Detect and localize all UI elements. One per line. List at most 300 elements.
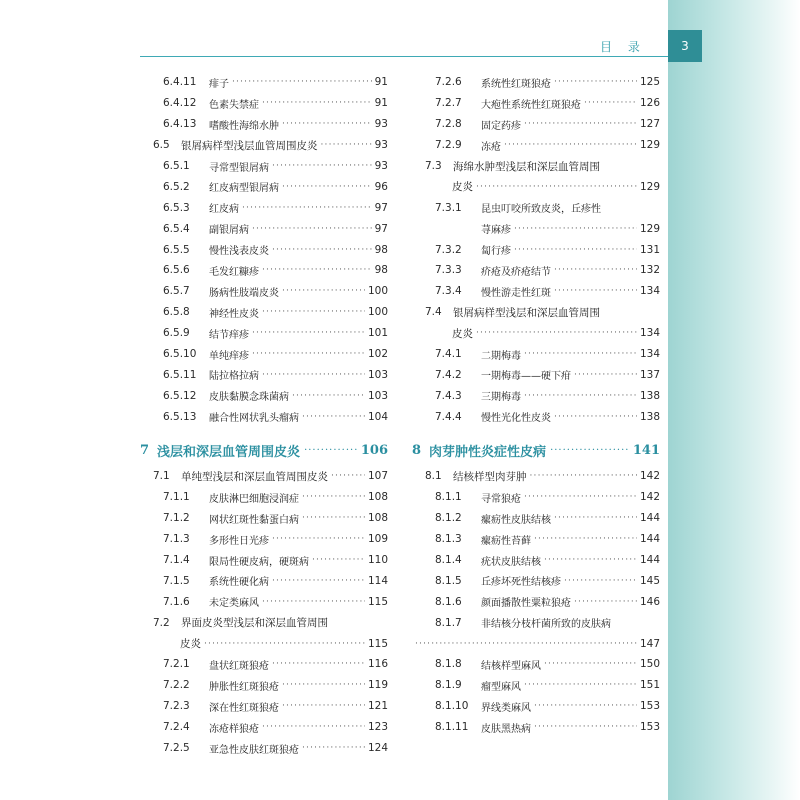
toc-entry-page: 153 bbox=[639, 721, 660, 734]
toc-entry[interactable] bbox=[412, 633, 660, 654]
toc-entry-page: 144 bbox=[639, 512, 660, 525]
toc-entry-number: 6.5.10 bbox=[163, 348, 197, 361]
toc-entry-page: 134 bbox=[639, 285, 660, 298]
leader-dots bbox=[550, 445, 629, 456]
toc-column-left-top bbox=[140, 72, 388, 427]
chapter-page: 106 bbox=[360, 442, 388, 458]
toc-entry-number: 6.5.5 bbox=[163, 243, 190, 256]
toc-entry-page: 107 bbox=[367, 470, 388, 483]
chapter-title: 肉芽肿性炎症性皮病 bbox=[429, 444, 547, 460]
toc-entry-number: 7.3 bbox=[425, 160, 442, 172]
toc-entry-number: 6.5.8 bbox=[163, 306, 190, 319]
toc-entry-number: 8.1.8 bbox=[435, 658, 462, 671]
page-header-title: 目 录 bbox=[600, 40, 646, 54]
page-number-tab: 3 bbox=[668, 30, 702, 62]
toc-entry-title: 结节痒疹 bbox=[209, 329, 249, 341]
toc-entry-number: 6.4.13 bbox=[163, 118, 197, 131]
toc-entry-page: 93 bbox=[374, 139, 388, 152]
toc-entry-number: 6.4.12 bbox=[163, 97, 197, 110]
toc-entry-number: 8.1.5 bbox=[435, 574, 462, 587]
toc-entry-title: 寻常狼疮 bbox=[481, 493, 521, 505]
leader-dots bbox=[302, 492, 365, 502]
leader-dots bbox=[530, 471, 637, 481]
toc-entry[interactable] bbox=[140, 508, 388, 529]
leader-dots bbox=[282, 680, 365, 690]
toc-entry[interactable] bbox=[412, 156, 660, 177]
toc-entry[interactable] bbox=[412, 114, 660, 135]
toc-entry-title: 皮肤淋巴细胞浸润症 bbox=[209, 493, 299, 505]
toc-entry[interactable] bbox=[140, 570, 388, 591]
leader-dots bbox=[262, 307, 365, 317]
toc-entry[interactable] bbox=[412, 591, 660, 612]
toc-entry-title: 三期梅毒 bbox=[481, 392, 521, 404]
toc-entry[interactable] bbox=[140, 738, 388, 759]
toc-entry-title: 皮炎 bbox=[452, 181, 473, 194]
toc-entry-page: 134 bbox=[639, 327, 660, 340]
toc-entry-page: 138 bbox=[639, 410, 660, 423]
toc-entry[interactable] bbox=[140, 406, 388, 427]
chapter-number: 8 bbox=[412, 442, 422, 458]
toc-entry[interactable] bbox=[412, 612, 660, 633]
toc-entry[interactable] bbox=[140, 176, 388, 197]
toc-entry-page: 101 bbox=[367, 327, 388, 340]
toc-entry-number: 8.1 bbox=[425, 470, 442, 483]
leader-dots bbox=[524, 680, 637, 690]
toc-entry-title: 单纯痒疹 bbox=[209, 350, 249, 362]
toc-entry[interactable] bbox=[412, 93, 660, 114]
toc-entry-title: 慢性游走性红斑 bbox=[481, 287, 551, 299]
toc-entry-page: 114 bbox=[367, 574, 388, 587]
leader-dots bbox=[312, 555, 365, 565]
leader-dots bbox=[252, 328, 365, 338]
toc-entry-number: 7.4.2 bbox=[435, 368, 462, 381]
toc-entry-page: 132 bbox=[639, 264, 660, 277]
toc-entry-title: 慢性光化性皮炎 bbox=[481, 413, 551, 425]
toc-entry-title: 丘疹坏死性结核疹 bbox=[481, 577, 561, 589]
toc-entry-page: 115 bbox=[367, 637, 388, 650]
toc-entry-title: 寻常型银屑病 bbox=[209, 162, 269, 174]
toc-entry-title: 系统性硬化病 bbox=[209, 577, 269, 589]
toc-entry-title: 系统性红斑狼疮 bbox=[481, 78, 551, 90]
toc-entry-title: 瘤型麻风 bbox=[481, 681, 521, 693]
toc-entry-title: 皮肤黑热病 bbox=[481, 723, 531, 735]
leader-dots bbox=[554, 286, 637, 296]
toc-entry-page: 125 bbox=[639, 76, 660, 89]
toc-entry-number: 7.2.6 bbox=[435, 76, 462, 89]
toc-entry-page: 134 bbox=[639, 348, 660, 361]
toc-entry-number: 7.1.5 bbox=[163, 574, 190, 587]
leader-dots bbox=[584, 98, 637, 108]
toc-entry-title: 嗜酸性海绵水肿 bbox=[209, 120, 279, 132]
toc-entry-title: 疥疮及疥疮结节 bbox=[481, 266, 551, 278]
toc-entry[interactable] bbox=[412, 570, 660, 591]
leader-dots bbox=[232, 77, 372, 87]
leader-dots bbox=[262, 265, 372, 275]
toc-entry-number: 7.3.3 bbox=[435, 264, 462, 277]
leader-dots bbox=[564, 576, 637, 586]
leader-dots bbox=[252, 224, 372, 234]
toc-entry-title: 瘰疬性皮肤结核 bbox=[481, 514, 551, 526]
toc-entry-number: 7.4.4 bbox=[435, 410, 462, 423]
toc-entry[interactable] bbox=[140, 654, 388, 675]
toc-entry[interactable] bbox=[140, 302, 388, 323]
toc-entry-title: 陆拉格拉病 bbox=[209, 371, 259, 383]
leader-dots bbox=[282, 119, 372, 129]
toc-entry-number: 7.2.3 bbox=[163, 700, 190, 713]
toc-entry-page: 115 bbox=[367, 595, 388, 608]
toc-entry-page: 121 bbox=[367, 700, 388, 713]
toc-entry-number: 7.1.3 bbox=[163, 533, 190, 546]
toc-entry[interactable] bbox=[412, 385, 660, 406]
toc-entry-page: 91 bbox=[374, 97, 388, 110]
toc-entry-page: 138 bbox=[639, 389, 660, 402]
toc-entry-page: 124 bbox=[367, 742, 388, 755]
toc-entry-title: 大疱性系统性红斑狼疮 bbox=[481, 99, 581, 111]
toc-entry-title: 慢性浅表皮炎 bbox=[209, 246, 269, 258]
toc-column-left-bottom bbox=[140, 466, 388, 758]
toc-entry-title: 非结核分枝杆菌所致的皮肤病 bbox=[481, 619, 611, 631]
toc-entry-number: 8.1.4 bbox=[435, 554, 462, 566]
toc-entry-page: 103 bbox=[367, 389, 388, 402]
toc-entry[interactable] bbox=[140, 72, 388, 93]
toc-entry[interactable] bbox=[140, 591, 388, 612]
leader-dots bbox=[544, 659, 637, 669]
toc-entry-number: 7.2.8 bbox=[435, 118, 462, 131]
toc-entry-number: 7.2.2 bbox=[163, 679, 190, 692]
toc-entry-page: 97 bbox=[374, 201, 388, 214]
toc-entry[interactable] bbox=[140, 156, 388, 177]
toc-entry-title: 毛发红糠疹 bbox=[209, 266, 259, 278]
toc-entry-page: 153 bbox=[639, 700, 660, 713]
toc-entry[interactable] bbox=[412, 239, 660, 260]
toc-entry[interactable] bbox=[140, 344, 388, 365]
toc-entry-number: 7.4.1 bbox=[435, 348, 462, 361]
toc-entry[interactable] bbox=[412, 197, 660, 218]
leader-dots bbox=[544, 555, 637, 565]
toc-entry-number: 7.2.7 bbox=[435, 97, 462, 110]
chapter-number: 7 bbox=[140, 442, 150, 458]
leader-dots bbox=[282, 286, 365, 296]
toc-entry[interactable] bbox=[412, 654, 660, 675]
toc-entry-title: 副银屑病 bbox=[209, 225, 249, 237]
toc-entry[interactable] bbox=[412, 550, 660, 571]
leader-dots bbox=[554, 513, 637, 523]
toc-entry-number: 6.5.6 bbox=[163, 264, 190, 277]
leader-dots bbox=[476, 328, 637, 338]
toc-entry-number: 6.5.4 bbox=[163, 222, 190, 235]
toc-entry-page: 146 bbox=[639, 595, 660, 608]
toc-entry-number: 7.1.6 bbox=[163, 595, 190, 608]
toc-entry-number: 8.1.3 bbox=[435, 533, 462, 546]
toc-entry[interactable] bbox=[140, 260, 388, 281]
toc-entry[interactable] bbox=[412, 344, 660, 365]
leader-dots bbox=[514, 224, 637, 234]
toc-entry[interactable] bbox=[140, 218, 388, 239]
toc-entry-title: 肿胀性红斑狼疮 bbox=[209, 681, 279, 693]
toc-entry-number: 8.1.2 bbox=[435, 512, 462, 525]
chapter-8-heading[interactable] bbox=[412, 436, 660, 464]
toc-entry[interactable] bbox=[412, 135, 660, 156]
chapter-7-heading[interactable] bbox=[140, 436, 388, 464]
chapter-page: 141 bbox=[632, 442, 660, 458]
toc-entry-number: 6.5 bbox=[153, 139, 170, 152]
toc-entry[interactable] bbox=[140, 550, 388, 571]
toc-entry-number: 7.4.3 bbox=[435, 389, 462, 402]
toc-entry-number: 7.2.5 bbox=[163, 742, 190, 755]
toc-entry[interactable] bbox=[140, 612, 388, 633]
toc-entry-page: 97 bbox=[374, 222, 388, 235]
toc-entry-page: 103 bbox=[367, 368, 388, 381]
leader-dots bbox=[302, 743, 365, 753]
leader-dots bbox=[331, 471, 365, 481]
toc-entry-title: 疣状皮肤结核 bbox=[481, 556, 541, 568]
toc-entry[interactable] bbox=[140, 197, 388, 218]
toc-entry[interactable] bbox=[140, 114, 388, 135]
leader-dots bbox=[524, 391, 637, 401]
leader-dots bbox=[302, 513, 365, 523]
toc-entry[interactable] bbox=[412, 218, 660, 239]
leader-dots bbox=[574, 370, 637, 380]
leader-dots bbox=[554, 265, 637, 275]
toc-entry-number: 6.5.7 bbox=[163, 285, 190, 298]
toc-entry-page: 91 bbox=[374, 76, 388, 89]
toc-entry-title: 结核样型肉芽肿 bbox=[453, 470, 527, 483]
toc-entry-page: 93 bbox=[374, 160, 388, 172]
leader-dots bbox=[272, 161, 372, 171]
toc-entry-page: 131 bbox=[639, 243, 660, 256]
toc-entry-page: 145 bbox=[639, 574, 660, 587]
toc-entry[interactable] bbox=[412, 302, 660, 323]
leader-dots bbox=[514, 245, 637, 255]
toc-entry[interactable] bbox=[412, 696, 660, 717]
leader-dots bbox=[282, 701, 365, 711]
toc-entry-title: 皮炎 bbox=[180, 638, 201, 651]
toc-entry-title: 一期梅毒——硬下疳 bbox=[481, 371, 571, 383]
toc-entry[interactable] bbox=[412, 487, 660, 508]
toc-entry-page: 127 bbox=[639, 118, 660, 131]
toc-entry-number: 7.3.1 bbox=[435, 201, 462, 214]
leader-dots bbox=[242, 203, 372, 213]
toc-entry-title: 红皮病型银屑病 bbox=[209, 183, 279, 195]
toc-entry-page: 137 bbox=[639, 368, 660, 381]
leader-dots bbox=[504, 140, 637, 150]
leader-dots bbox=[272, 576, 365, 586]
toc-entry-number: 6.5.3 bbox=[163, 201, 190, 214]
toc-entry-title: 盘状红斑狼疮 bbox=[209, 660, 269, 672]
toc-entry-number: 8.1.7 bbox=[435, 616, 462, 629]
toc-entry-title: 银屑病样型浅层和深层血管周围 bbox=[453, 306, 600, 319]
toc-entry-page: 108 bbox=[367, 491, 388, 504]
toc-entry-title: 颜面播散性粟粒狼疮 bbox=[481, 598, 571, 610]
toc-entry-title: 网状红斑性黏蛋白病 bbox=[209, 514, 299, 526]
toc-entry[interactable] bbox=[140, 364, 388, 385]
toc-entry-number: 7.2 bbox=[153, 616, 170, 629]
leader-dots bbox=[415, 639, 637, 649]
toc-entry-title: 昆虫叮咬所致皮炎，丘疹性 bbox=[481, 204, 601, 216]
toc-entry[interactable] bbox=[412, 72, 660, 93]
toc-entry[interactable] bbox=[412, 675, 660, 696]
leader-dots bbox=[204, 639, 365, 649]
leader-dots bbox=[554, 412, 637, 422]
toc-entry-number: 7.4 bbox=[425, 306, 442, 319]
toc-entry[interactable] bbox=[412, 508, 660, 529]
leader-dots bbox=[292, 391, 365, 401]
toc-entry-title: 界面皮炎型浅层和深层血管周围 bbox=[181, 617, 328, 630]
toc-entry-number: 6.5.9 bbox=[163, 327, 190, 340]
toc-entry[interactable] bbox=[140, 385, 388, 406]
leader-dots bbox=[272, 534, 365, 544]
toc-column-right-bottom bbox=[412, 466, 660, 738]
toc-entry[interactable] bbox=[412, 323, 660, 344]
leader-dots bbox=[524, 492, 637, 502]
toc-entry[interactable] bbox=[140, 487, 388, 508]
toc-entry-number: 7.2.4 bbox=[163, 721, 190, 734]
toc-entry-number: 8.1.9 bbox=[435, 679, 462, 692]
toc-entry[interactable] bbox=[412, 466, 660, 487]
toc-entry-title: 色素失禁症 bbox=[209, 99, 259, 111]
toc-entry-number: 6.5.11 bbox=[163, 368, 197, 381]
leader-dots bbox=[574, 597, 637, 607]
toc-entry-page: 150 bbox=[639, 658, 660, 671]
toc-entry[interactable] bbox=[140, 529, 388, 550]
toc-entry-number: 8.1.11 bbox=[435, 721, 469, 734]
toc-entry-title: 二期梅毒 bbox=[481, 350, 521, 362]
toc-entry-page: 100 bbox=[367, 306, 388, 319]
toc-entry-page: 116 bbox=[367, 658, 388, 671]
leader-dots bbox=[262, 722, 365, 732]
toc-entry-title: 单纯型浅层和深层血管周围皮炎 bbox=[181, 470, 328, 483]
toc-entry-title: 肠病性肢端皮炎 bbox=[209, 287, 279, 299]
toc-entry[interactable] bbox=[140, 135, 388, 156]
toc-entry-title: 深在性红斑狼疮 bbox=[209, 702, 279, 714]
toc-entry-title: 融合性网状乳头瘤病 bbox=[209, 413, 299, 425]
toc-entry-page: 144 bbox=[639, 533, 660, 546]
toc-entry-number: 7.3.2 bbox=[435, 243, 462, 256]
toc-entry[interactable] bbox=[140, 323, 388, 344]
toc-entry-title: 皮肤黏膜念珠菌病 bbox=[209, 392, 289, 404]
toc-entry-page: 142 bbox=[639, 491, 660, 504]
toc-entry-title: 海绵水肿型浅层和深层血管周围 bbox=[453, 160, 600, 173]
toc-entry-title: 多形性日光疹 bbox=[209, 535, 269, 547]
toc-entry-title: 冻疮样狼疮 bbox=[209, 723, 259, 735]
toc-entry[interactable] bbox=[140, 717, 388, 738]
leader-dots bbox=[524, 119, 637, 129]
toc-entry-number: 6.5.13 bbox=[163, 410, 197, 423]
toc-entry-title: 结核样型麻风 bbox=[481, 660, 541, 672]
toc-entry-number: 7.2.9 bbox=[435, 139, 462, 152]
leader-dots bbox=[476, 182, 637, 192]
toc-entry-number: 6.5.12 bbox=[163, 389, 197, 402]
leader-dots bbox=[302, 412, 365, 422]
toc-entry-page: 119 bbox=[367, 679, 388, 692]
toc-entry[interactable] bbox=[412, 406, 660, 427]
leader-dots bbox=[262, 370, 365, 380]
toc-entry-title: 匐行疹 bbox=[481, 246, 511, 258]
leader-dots bbox=[534, 701, 637, 711]
header-rule bbox=[140, 56, 668, 57]
toc-entry-page: 108 bbox=[367, 512, 388, 525]
toc-entry[interactable] bbox=[140, 93, 388, 114]
toc-entry[interactable] bbox=[140, 466, 388, 487]
toc-entry-page: 129 bbox=[639, 139, 660, 152]
leader-dots bbox=[321, 140, 372, 150]
leader-dots bbox=[272, 245, 372, 255]
toc-entry-page: 93 bbox=[374, 118, 388, 131]
toc-entry[interactable] bbox=[412, 717, 660, 738]
toc-entry-number: 7.1.4 bbox=[163, 554, 190, 566]
leader-dots bbox=[524, 349, 637, 359]
toc-entry-number: 6.5.1 bbox=[163, 160, 190, 172]
toc-entry-page: 147 bbox=[639, 637, 660, 650]
toc-entry[interactable] bbox=[140, 239, 388, 260]
toc-entry-page: 96 bbox=[374, 180, 388, 193]
toc-entry[interactable] bbox=[412, 176, 660, 197]
toc-entry-page: 142 bbox=[639, 470, 660, 483]
toc-entry-page: 151 bbox=[639, 679, 660, 692]
toc-entry[interactable] bbox=[140, 696, 388, 717]
toc-entry-title: 红皮病 bbox=[209, 204, 239, 216]
toc-entry-number: 6.4.11 bbox=[163, 76, 197, 89]
toc-entry-title: 冻疮 bbox=[481, 141, 501, 153]
toc-entry-title: 痱子 bbox=[209, 78, 229, 90]
toc-entry-number: 8.1.10 bbox=[435, 700, 469, 713]
leader-dots bbox=[262, 597, 365, 607]
toc-entry-number: 7.1.2 bbox=[163, 512, 190, 525]
toc-entry-title: 神经性皮炎 bbox=[209, 308, 259, 320]
toc-entry-page: 123 bbox=[367, 721, 388, 734]
toc-entry-number: 7.2.1 bbox=[163, 658, 190, 671]
toc-entry-title: 瘰疬性苔藓 bbox=[481, 535, 531, 547]
leader-dots bbox=[304, 445, 357, 456]
toc-column-right-top bbox=[412, 72, 660, 427]
leader-dots bbox=[534, 534, 637, 544]
toc-entry-title: 限局性硬皮病，硬斑病 bbox=[209, 556, 309, 568]
toc-entry[interactable] bbox=[140, 633, 388, 654]
toc-entry-title: 未定类麻风 bbox=[209, 598, 259, 610]
toc-entry-number: 7.1.1 bbox=[163, 491, 190, 504]
toc-entry-page: 104 bbox=[367, 410, 388, 423]
toc-entry-page: 129 bbox=[639, 180, 660, 193]
toc-entry-page: 144 bbox=[639, 554, 660, 566]
toc-entry-title: 皮炎 bbox=[452, 327, 473, 340]
toc-entry[interactable] bbox=[140, 675, 388, 696]
toc-entry-page: 100 bbox=[367, 285, 388, 298]
toc-entry-number: 6.5.2 bbox=[163, 180, 190, 193]
toc-entry[interactable] bbox=[140, 281, 388, 302]
toc-entry-page: 98 bbox=[374, 264, 388, 277]
leader-dots bbox=[272, 659, 365, 669]
toc-entry-page: 102 bbox=[367, 348, 388, 361]
toc-entry-title: 银屑病样型浅层血管周围皮炎 bbox=[181, 139, 318, 152]
toc-entry[interactable] bbox=[412, 281, 660, 302]
toc-entry-page: 129 bbox=[639, 222, 660, 235]
toc-entry-number: 8.1.6 bbox=[435, 595, 462, 608]
leader-dots bbox=[534, 722, 637, 732]
toc-entry[interactable] bbox=[412, 260, 660, 281]
toc-entry[interactable] bbox=[412, 364, 660, 385]
leader-dots bbox=[262, 98, 372, 108]
leader-dots bbox=[252, 349, 365, 359]
toc-entry[interactable] bbox=[412, 529, 660, 550]
toc-entry-number: 7.3.4 bbox=[435, 285, 462, 298]
toc-entry-page: 109 bbox=[367, 533, 388, 546]
decorative-side-band bbox=[668, 0, 800, 800]
leader-dots bbox=[282, 182, 372, 192]
toc-entry-title: 亚急性皮肤红斑狼疮 bbox=[209, 744, 299, 756]
toc-entry-page: 98 bbox=[374, 243, 388, 256]
toc-entry-number: 7.1 bbox=[153, 470, 170, 483]
toc-entry-title: 界线类麻风 bbox=[481, 702, 531, 714]
